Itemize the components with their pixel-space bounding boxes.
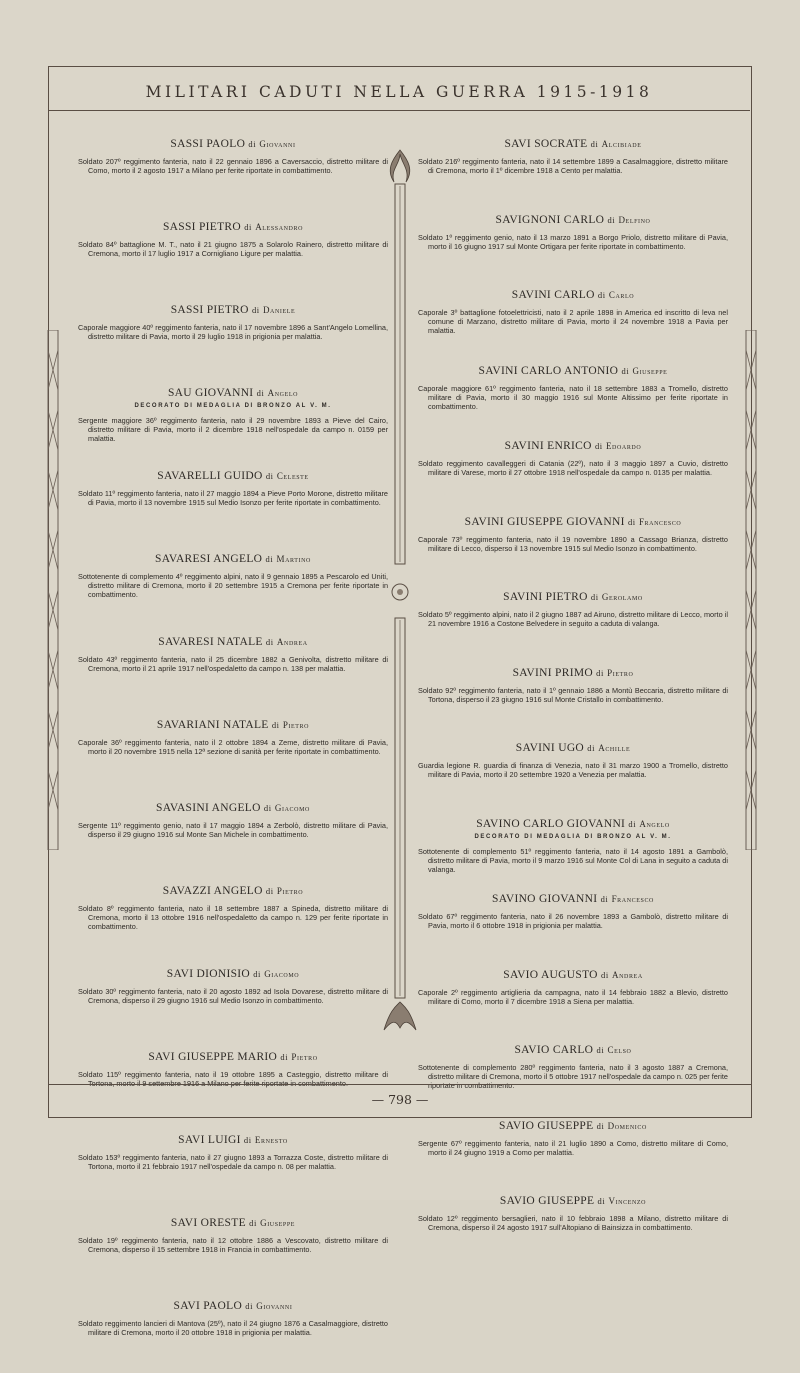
page-number: — 798 — — [371, 1092, 429, 1107]
entry-text: Soldato 5º reggimento alpini, nato il 2 giugno 1887 ad Airuno, distretto militare di Lecco, morto il 21 novembre 1916 a Costone Belvedere in seguito a caduta di valanga. — [418, 610, 728, 628]
left-column — [78, 128, 388, 1373]
entry-text: Soldato 115º reggimento fanteria, nato il 19 ottobre 1895 a Casteggio, distretto militare di Tortona, morto il 9 settembre 1916 a Milano per ferite riportate in combattimento. — [78, 1070, 388, 1088]
entry-name: SASSI PAOLO — [170, 138, 246, 150]
entry-title — [78, 553, 388, 565]
entry-di: di — [251, 305, 260, 315]
entry-title — [78, 138, 388, 150]
entry-title — [418, 591, 728, 603]
entry-name: SAVARIANI NATALE — [156, 719, 269, 731]
entry-di: di — [590, 592, 599, 602]
entry-father: Delfino — [618, 214, 651, 225]
register-entry — [418, 591, 728, 657]
entry-text: Sottotenente di complemento 51º reggimento fanteria, nato il 14 agosto 1891 a Gambolò, distretto militare di Pavia, morto il 9 marzo 1916 sul Monte Col di Lana in seguito a caduta di valanga. — [418, 846, 728, 874]
entry-father: Vincenzo — [608, 1196, 647, 1206]
entry-name: SAVINI CARLO ANTONIO — [478, 364, 619, 377]
entry-name: SAVINI CARLO — [511, 289, 595, 301]
register-entry — [418, 289, 728, 355]
register-entry — [418, 969, 728, 1035]
entry-father: Daniele — [262, 305, 296, 315]
entry-title — [418, 1195, 728, 1207]
entry-text: Sottotenente di complemento 280º reggimento fanteria, nato il 3 agosto 1887 a Cremona, distretto militare di Cremona, morto il 5 ottobre 1917 nell'ospedale da campo n. 025 per ferite riportate in combattimento. — [418, 1063, 728, 1090]
entry-di: di — [256, 388, 265, 398]
entry-name: SAVINI PIETRO — [503, 591, 588, 603]
entry-father: Andrea — [276, 637, 308, 647]
entry-text: Soldato 153º reggimento fanteria, nato il 27 giugno 1893 a Torrazza Coste, distretto militare di Tortona, morto il 21 febbraio 1917 nell'ospedale da campo n. 08 per malattia. — [78, 1153, 388, 1171]
entry-father: Andrea — [611, 969, 643, 980]
entry-text: Soldato reggimento lancieri di Mantova (25º), nato il 24 giugno 1876 a Casalmaggiore, distretto militare di Cremona, morto il 20 ottobre 1918 in prigionia per malattia. — [78, 1319, 388, 1337]
entry-father: Carlo — [608, 290, 635, 300]
register-entry — [418, 365, 728, 431]
right-lattice-ornament — [738, 330, 764, 850]
entry-name: SAVI PAOLO — [173, 1300, 243, 1312]
right-column — [418, 128, 728, 1261]
entry-title — [78, 636, 388, 648]
entry-text: Soldato 12º reggimento bersaglieri, nato il 10 febbraio 1898 a Milano, distretto militare di Cremona, disperso il 24 agosto 1917 sull'Altopiano di Bainsizza in combattimento. — [418, 1214, 728, 1232]
entry-title — [78, 1134, 388, 1146]
entry-name: SAVINI PRIMO — [512, 666, 593, 679]
register-entry — [78, 1134, 388, 1207]
entry-father: Pietro — [276, 886, 304, 896]
entry-di: di — [243, 1135, 252, 1145]
entry-title — [78, 1217, 388, 1229]
register-entry — [78, 304, 388, 377]
register-entry — [78, 1051, 388, 1124]
entry-name: SAVI LUIGI — [178, 1134, 241, 1146]
entry-name: SAVIO AUGUSTO — [503, 968, 598, 981]
entry-name: SASSI PIETRO — [170, 304, 249, 316]
entry-text: Caporale 73º reggimento fanteria, nato il 19 novembre 1890 a Cassago Brianza, distretto militare di Lecco, disperso il 13 novembre 1915 sul Medio Isonzo in combattimento. — [418, 534, 728, 553]
register-entry — [418, 667, 728, 733]
entry-name: SAU GIOVANNI — [167, 387, 254, 399]
entry-di: di — [597, 1196, 606, 1206]
register-entry — [78, 719, 388, 792]
entry-text: Sottotenente di complemento 4º reggimento alpini, nato il 9 gennaio 1895 a Pescarolo ed Uniti, distretto militare di Cremona, morto il 20 settembre 1915 a Cremona per ferite riportate in combattimento. — [78, 572, 388, 599]
entry-father: Ernesto — [254, 1135, 288, 1145]
entry-title — [78, 387, 388, 399]
entry-title — [78, 968, 388, 980]
entry-name: SAVI ORESTE — [170, 1217, 246, 1229]
register-entry — [418, 742, 728, 808]
register-entry — [78, 553, 388, 626]
entry-title — [418, 365, 728, 377]
entry-name: SAVIGNONI CARLO — [495, 213, 605, 226]
entry-father: Domenico — [607, 1120, 647, 1131]
entry-di: di — [590, 139, 599, 149]
register-entry — [78, 1300, 388, 1373]
entry-name: SAVI GIUSEPPE MARIO — [148, 1051, 278, 1063]
entry-di: di — [253, 969, 261, 979]
register-entry — [78, 387, 388, 460]
entry-di: di — [245, 1301, 254, 1311]
entry-text: Soldato 19º reggimento fanteria, nato il 12 ottobre 1886 a Vescovato, distretto militare di Cremona, disperso il 15 settembre 1918 in Francia in combattimento. — [78, 1236, 388, 1254]
entry-text: Sergente 67º reggimento fanteria, nato il 21 luglio 1890 a Como, distretto militare di Como, morto il 24 giugno 1919 a Como per malattia. — [418, 1138, 728, 1157]
entry-di: di — [621, 365, 630, 376]
entry-father: Alessandro — [255, 222, 304, 232]
entry-di: di — [249, 1218, 257, 1228]
entry-name: SAVAZZI ANGELO — [162, 885, 263, 897]
entry-text: Soldato 8º reggimento fanteria, nato il 18 settembre 1887 a Spineda, distretto militare di Cremona, morto il 13 ottobre 1916 nell'ospedaletto da campo n. 129 per ferite riportate in combattimento. — [78, 904, 388, 931]
entry-di: di — [596, 667, 604, 678]
entry-name: SASSI PIETRO — [162, 221, 241, 233]
entry-name: SAVINI GIUSEPPE GIOVANNI — [464, 515, 625, 528]
entry-di: di — [263, 803, 272, 813]
entry-title — [418, 138, 728, 150]
entry-father: Martino — [276, 554, 311, 564]
entry-father: Giovanni — [256, 1301, 293, 1311]
entry-text: Soldato 84º battaglione M. T., nato il 21 giugno 1875 a Solarolo Rainero, distretto militare di Cremona, morto il 17 luglio 1917 a Cornigliano Ligure per malattia. — [78, 240, 388, 258]
entry-name: SAVARELLI GUIDO — [157, 470, 263, 482]
entry-father: Giuseppe — [260, 1218, 296, 1228]
entry-text: Caporale maggiore 40º reggimento fanteria, nato il 17 novembre 1896 a Sant'Angelo Lomellina, distretto militare di Pavia, morto il 29 luglio 1918 in prigionia per malattia. — [78, 323, 388, 341]
entry-di: di — [265, 471, 274, 481]
entry-father: Francesco — [611, 894, 654, 904]
entry-father: Giovanni — [259, 139, 296, 149]
entry-father: Angelo — [639, 818, 670, 829]
entry-di: di — [607, 214, 616, 225]
entry-text: Caporale 3º battaglione fotoelettricisti, nato il 2 aprile 1898 in America ed inscritto di leva nel comune di Marzano, distretto militare di Pavia, morto il 24 novembre 1918 a Pavia per malattia. — [418, 308, 728, 335]
entry-father: Francesco — [638, 516, 682, 527]
entry-title — [418, 667, 728, 679]
entry-father: Gerolamo — [601, 592, 643, 602]
entry-medal: DECORATO DI MEDAGLIA DI BRONZO AL V. M. — [134, 403, 332, 409]
entry-di: di — [597, 290, 606, 300]
register-entry — [418, 893, 728, 959]
register-entry — [418, 138, 728, 204]
entry-text: Guardia legione R. guardia di finanza di Venezia, nato il 31 marzo 1900 a Tromello, distretto militare di Pavia, morto il 20 settembre 1920 a Venezia per malattia. — [418, 761, 728, 779]
entry-di: di — [271, 720, 280, 730]
entry-father: Pietro — [282, 720, 310, 730]
register-entry — [418, 214, 728, 280]
left-lattice-ornament — [40, 330, 66, 850]
entry-name: SAVARESI NATALE — [158, 636, 263, 648]
entry-name: SAVIO GIUSEPPE — [499, 1119, 594, 1132]
register-entry — [78, 221, 388, 294]
register-entry — [418, 440, 728, 506]
entry-father: Giacomo — [264, 969, 300, 979]
entry-di: di — [596, 1120, 605, 1131]
entry-title — [418, 893, 728, 905]
entry-father: Celeste — [276, 471, 309, 481]
entry-title — [78, 1300, 388, 1312]
register-entry — [418, 818, 728, 884]
entry-title — [418, 1044, 728, 1056]
entry-di: di — [265, 554, 274, 564]
entry-name: SAVIO CARLO — [514, 1044, 594, 1056]
entry-father: Pietro — [607, 667, 634, 678]
entry-di: di — [600, 894, 609, 904]
entry-father: Edoardo — [605, 441, 642, 451]
entry-title — [78, 1051, 388, 1063]
entry-title — [418, 969, 728, 981]
entry-di: di — [244, 222, 252, 232]
entry-text: Soldato 92º reggimento fanteria, nato il 1º gennaio 1886 a Montù Beccaria, distretto militare di Tortona, disperso il 23 giugno 1916 sul Monte Cristallo in combattimento. — [418, 685, 728, 704]
entry-di: di — [594, 441, 603, 451]
register-entry — [78, 968, 388, 1041]
entry-di: di — [265, 886, 274, 896]
entry-title — [418, 440, 728, 452]
page-header — [48, 66, 750, 111]
entry-name: SAVI DIONISIO — [166, 968, 250, 980]
entry-title — [78, 802, 388, 814]
entry-di: di — [627, 516, 636, 527]
register-entry — [418, 1195, 728, 1261]
entry-father: Alcibiade — [601, 139, 642, 149]
register-entry — [78, 802, 388, 875]
register-entry — [78, 885, 388, 958]
entry-father: Giacomo — [274, 803, 310, 813]
entry-text: Sergente 11º reggimento genio, nato il 17 maggio 1894 a Zerbolò, distretto militare di Pavia, disperso il 29 giugno 1916 sul Monte San Michele in combattimento. — [78, 821, 388, 839]
entry-di: di — [600, 969, 609, 980]
entry-title — [418, 289, 728, 301]
entry-title — [78, 885, 388, 897]
entry-title — [78, 719, 388, 731]
entry-text: Soldato 1º reggimento genio, nato il 13 marzo 1891 a Borgo Priolo, distretto militare di Pavia, morto il 16 giugno 1917 sul Monte Ortigara per ferite riportate in combattimento. — [418, 232, 728, 251]
entry-father: Celso — [607, 1045, 632, 1055]
register-entry — [78, 470, 388, 543]
register-entry — [78, 636, 388, 709]
entry-text: Soldato reggimento cavalleggeri di Catania (22º), nato il 3 maggio 1897 a Cuvio, distretto militare di Varese, morto il 27 ottobre 1918 nell'ospedale da campo n. 0135 per malattia. — [418, 459, 728, 477]
footer-rule — [48, 1084, 752, 1085]
entry-text: Caporale 36º reggimento fanteria, nato il 2 ottobre 1894 a Zeme, distretto militare di Pavia, morto il 20 novembre 1915 nella 12ª sezione di sanità per ferite riportate in combattimento. — [78, 738, 388, 756]
entry-title — [78, 470, 388, 482]
page-title: MILITARI CADUTI NELLA GUERRA 1915-1918 — [145, 83, 653, 101]
entry-di: di — [596, 1045, 605, 1055]
register-entry — [78, 1217, 388, 1290]
entry-title — [78, 304, 388, 316]
entry-name: SAVINO CARLO GIOVANNI — [476, 817, 626, 830]
entry-title — [418, 742, 728, 754]
entry-text: Caporale maggiore 61º reggimento fanteria, nato il 18 settembre 1883 a Tromello, distretto militare di Pavia, morto il 30 maggio 1916 sul Monte Altissimo per ferite riportate in combattimento. — [418, 383, 728, 411]
entry-text: Caporale 2º reggimento artiglieria da campagna, nato il 14 febbraio 1882 a Blevio, distretto militare di Como, morto il 7 dicembre 1918 a Siena per malattia. — [418, 987, 728, 1006]
entry-name: SAVARESI ANGELO — [155, 553, 263, 565]
entry-text: Soldato 216º reggimento fanteria, nato il 14 settembre 1899 a Casalmaggiore, distretto militare di Cremona, morto il 1º dicembre 1918 a Cento per malattia. — [418, 157, 728, 175]
entry-title — [78, 221, 388, 233]
entry-text: Soldato 30º reggimento fanteria, nato il 20 agosto 1892 ad Isola Dovarese, distretto militare di Cremona, disperso il 29 giugno 1916 sul Medio Isonzo in combattimento. — [78, 987, 388, 1005]
register-entry — [418, 516, 728, 582]
entry-di: di — [248, 139, 257, 149]
entry-name: SAVI SOCRATE — [504, 138, 588, 150]
entry-title — [418, 516, 728, 528]
entry-name: SAVINO GIOVANNI — [492, 893, 598, 905]
entry-text: Sergente maggiore 36º reggimento fanteria, nato il 29 novembre 1893 a Pieve del Cairo, distretto militare di Pavia, morto il 2 dicembre 1918 nell'ospedale da campo n. 0159 per malattia. — [78, 416, 388, 443]
entry-text: Soldato 43º reggimento fanteria, nato il 25 dicembre 1882 a Genivolta, distretto militare di Cremona, morto il 21 aprile 1917 nell'ospedaletto da campo n. 138 per malattia. — [78, 655, 388, 673]
entry-di: di — [280, 1052, 289, 1062]
entry-medal: DECORATO DI MEDAGLIA DI BRONZO AL V. M. — [474, 833, 672, 840]
entry-di: di — [265, 637, 274, 647]
entry-name: SAVINI UGO — [515, 742, 585, 754]
register-entry — [418, 1120, 728, 1186]
entry-father: Achille — [598, 743, 631, 753]
entry-title — [418, 214, 728, 226]
entry-di: di — [587, 743, 596, 753]
entry-title — [418, 1120, 728, 1132]
register-entry — [78, 138, 388, 211]
entry-father: Giuseppe — [632, 365, 668, 376]
entry-father: Pietro — [291, 1052, 318, 1062]
entry-name: SAVINI ENRICO — [504, 440, 592, 452]
entry-di: di — [628, 818, 637, 829]
entry-father: Angelo — [267, 388, 299, 398]
entry-text: Soldato 207º reggimento fanteria, nato il 22 gennaio 1896 a Caversaccio, distretto militare di Como, morto il 2 agosto 1917 a Milano per ferite riportate in combattimento. — [78, 157, 388, 175]
entry-title — [418, 818, 728, 830]
entry-name: SAVIO GIUSEPPE — [499, 1195, 595, 1207]
entry-name: SAVASINI ANGELO — [156, 802, 261, 814]
entry-text: Soldato 11º reggimento fanteria, nato il 27 maggio 1894 a Pieve Porto Morone, distretto militare di Pavia, morto il 13 novembre 1915 sul Medio Isonzo per ferite riportate in combattimento. — [78, 489, 388, 507]
entry-text: Soldato 67º reggimento fanteria, nato il 26 novembre 1893 a Gambolò, distretto militare di Pavia, morto il 6 ottobre 1918 in prigionia per malattia. — [418, 912, 728, 930]
